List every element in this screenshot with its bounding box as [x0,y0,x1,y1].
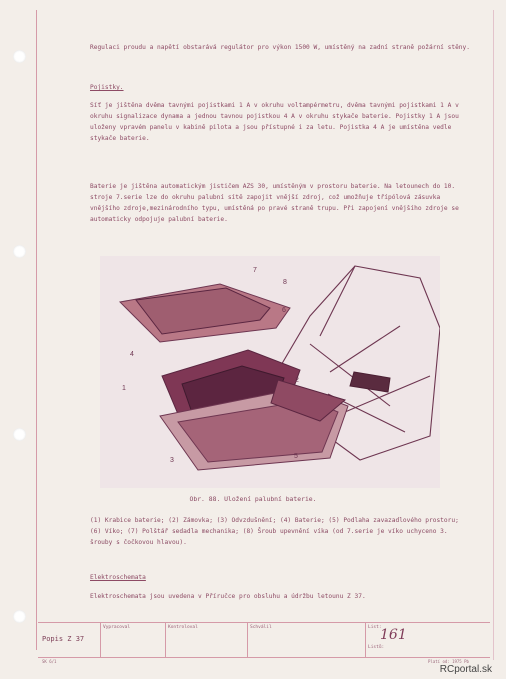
page-number: 161 [380,627,407,643]
footer-cell-approved: Schválil [247,623,365,657]
paragraph-fuses: Síť je jištěna dvěma tavnými pojistkami 1 A v okruhu voltampérmetru, dvěma tavnými pojistkami 1 A v okruhu signalizace dynama a jednou tavnou pojistkou 4 A v okruhu stykače baterie. Pojistky 1 A jsou uloženy vpravém panelu v kabině pilota a jsou přístupné i za letu. Pojistka 4 A je umístěna vedle stykače baterie. [90,102,459,142]
figure-label: 1 [122,385,126,392]
document-footer [38,622,490,658]
document-code: Popis Z 37 [42,635,85,643]
figure-label: 3 [170,457,174,464]
figure-label: 4 [130,351,134,358]
left-footer-code: SK 6/1 [42,659,57,664]
heading-fuses: Pojistky. [90,84,124,91]
paragraph-regulator: Regulaci proudu a napětí obstarává regulátor pro výkon 1500 W, umístěný na zadní straně požární stěny. [90,44,470,51]
bottom-right-code: Platí od: 1975 Pb [428,659,469,664]
punch-hole-icon [13,428,26,441]
punch-hole-icon [13,50,26,63]
footer-cell-checked: Kontroloval [165,623,247,657]
footer-cell-prepared: Vypracoval [100,623,165,657]
figure-label: 8 [283,279,287,286]
punch-hole-icon [13,610,26,623]
left-margin-line [36,10,37,650]
figure-label: 7 [253,267,257,274]
paragraph-electro-schemes: Elektroschemata jsou uvedena v Příručce pro obsluhu a údržbu letounu Z 37. [90,593,366,600]
watermark: RCportal.sk [439,664,492,675]
heading-electro-schemes: Elektroschemata [90,574,146,581]
figure-label: 5 [294,453,298,460]
punch-hole-icon [13,245,26,258]
paragraph-battery: Baterie je jištěna automatickým jističem AZS 30, umístěným v prostoru baterie. Na letounech do 10. stroje 7.serie lze do okruhu palubní sítě zapojit vnější zdroj, což umožňuje třípólová zásuvka vnějšího zdroje,mezinárodního typu, umístěná po pravé straně trupu. Při zapojení vnějšího zdroje se automaticky odpojuje palubní baterie. [90,183,459,223]
figure-legend: (1) Krabice baterie; (2) Zámovka; (3) Odvzdušnění; (4) Baterie; (5) Podlaha zavazadlového prostoru; (6) Víko; (7) Polštář sedadla mechanika; (8) Šroub upevnění víka (od 7.serie je víko uchyceno 3. šrouby s čočkovou hlavou). [90,517,459,546]
right-margin-line [493,10,494,660]
footer-cell-sheet: List: 161 Listů: [365,623,490,657]
figure-label: 2 [295,377,299,384]
battery-installation-illustration [100,256,440,488]
figure-caption: Obr. 88. Uložení palubní baterie. [189,495,317,503]
figure-label: 6 [282,307,286,314]
